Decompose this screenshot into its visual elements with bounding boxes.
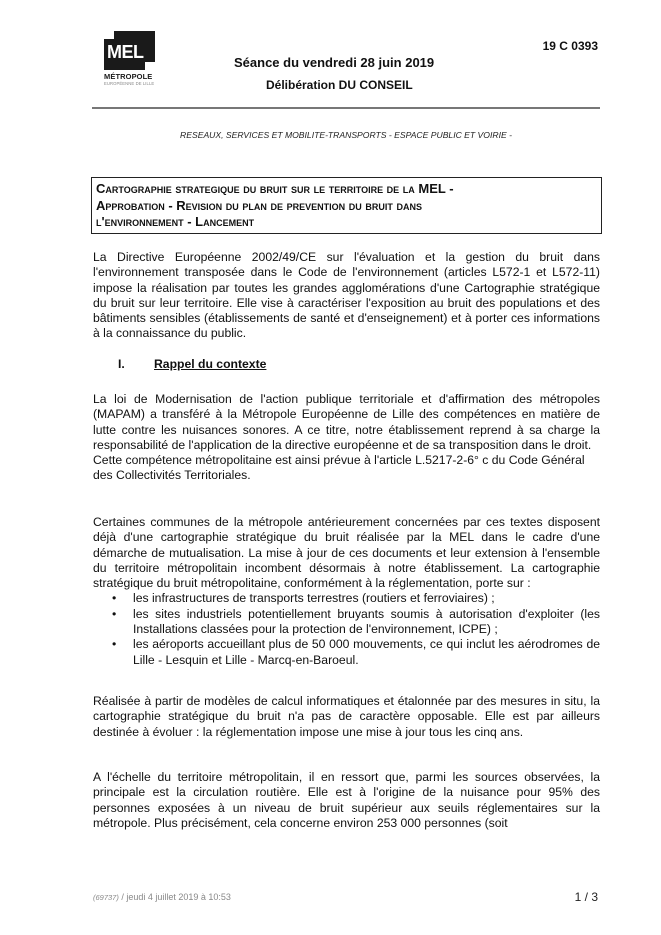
context-text: La loi de Modernisation de l'action publique territoriale et d'affirmation des métropoles (MAPAM) a transféré à la Métropole Européenne de Lille des compétences en matière de lutte contre les nuisances sonores. A ce titre, notre établissement reprend à sa charge la responsabilité de l'application de la directive européenne et de sa transposition dans le droit.	[93, 392, 600, 452]
session-date: Séance du vendredi 28 juin 2019	[234, 55, 435, 70]
context-article-text: Cette compétence métropolitaine est ainsi prévue à l'article L.5217-2-6° c du Code Général des Collectivités Territoriales.	[93, 453, 585, 483]
title-line-2: Approbation - Revision du plan de prevention du bruit dans	[96, 197, 422, 213]
generated-date: / jeudi 4 juillet 2019 à 10:53	[118, 892, 231, 902]
scope-list	[93, 591, 600, 667]
list-item: • les sites industriels potentiellement bruyants soumis à autorisation d'exploiter (les Installations classées pour la protection de l'environnement, ICPE) ;	[93, 607, 600, 638]
deliberation-reference: 19 C 0393	[542, 39, 598, 53]
title-line-3: l'environnement - Lancement	[96, 214, 255, 229]
findings-paragraph: A l'échelle du territoire métropolitain, il en ressort que, parmi les sources observées, la principale est la circulation routière. Elle est à l'origine de la nuisance pour 95% des personnes exposées à un niveau de bruit supérieur aux seuils réglementaires sur la métropole. Plus précisément, cela concerne environ 253 000 personnes (soit	[93, 770, 600, 830]
intro-paragraph: La Directive Européenne 2002/49/CE sur l'évaluation et la gestion du bruit dans l'environnement transposée dans le Code de l'environnement (articles L572-1 et L572-11) impose la réalisation par toutes les grandes agglomérations d'une Cartographie stratégique du bruit sur leur territoire. Elle vise à caractériser l'exposition au bruit des populations et des bâtiments sensibles (établissements de santé et d'enseignement) et à porter ces informations à la connaissance du public.	[93, 250, 600, 341]
context-paragraph	[93, 392, 600, 484]
deliberation-title-box	[91, 177, 602, 234]
header-divider	[92, 107, 600, 109]
footer-timestamp	[93, 892, 231, 902]
scope-paragraph	[93, 515, 600, 668]
deliberation-label: Délibération DU CONSEIL	[266, 78, 413, 92]
section-title: Rappel du contexte	[154, 357, 267, 371]
list-item: • les infrastructures de transports terrestres (routiers et ferroviaires) ;	[93, 591, 600, 606]
page-number: 1 / 3	[574, 890, 598, 904]
logo-subtitle: EUROPÉENNE DE LILLE	[104, 81, 155, 86]
mel-logo	[104, 31, 156, 89]
modeling-paragraph: Réalisée à partir de modèles de calcul informatiques et étalonnée par des mesures in situ, la cartographie stratégique du bruit n'a pas de caractère opposable. Elle est par ailleurs destinée à évoluer : la réglementation impose une mise à jour tous les cinq ans.	[93, 694, 600, 739]
logo-name: MÉTROPOLE	[104, 72, 153, 81]
theme-line: RESEAUX, SERVICES ET MOBILITE-TRANSPORTS - ESPACE PUBLIC ET VOIRIE -	[180, 130, 512, 140]
list-item: • les aéroports accueillant plus de 50 000 mouvements, ce qui inclut les aérodromes de Lille - Lesquin et Lille - Marcq-en-Baroeul.	[93, 637, 600, 668]
section-heading	[118, 357, 266, 371]
scope-text: Certaines communes de la métropole antérieurement concernées par ces textes disposent déjà d'une cartographie stratégique du bruit réalisée par la MEL dans le cadre d'une démarche de mutualisation. La mise à jour de ces documents et leur extension à l'ensemble du territoire métropolitain incombent désormais à notre établissement. La cartographie stratégique du bruit métropolitaine, conformément à la réglementation, porte sur :	[93, 515, 600, 591]
title-line-1: Cartographie strategique du bruit sur le territoire de la MEL -	[96, 181, 454, 196]
section-number: I.	[118, 357, 125, 371]
logo-mark	[104, 31, 155, 70]
logo-mark-text: MEL	[107, 42, 144, 62]
document-id: (69737)	[93, 893, 119, 902]
